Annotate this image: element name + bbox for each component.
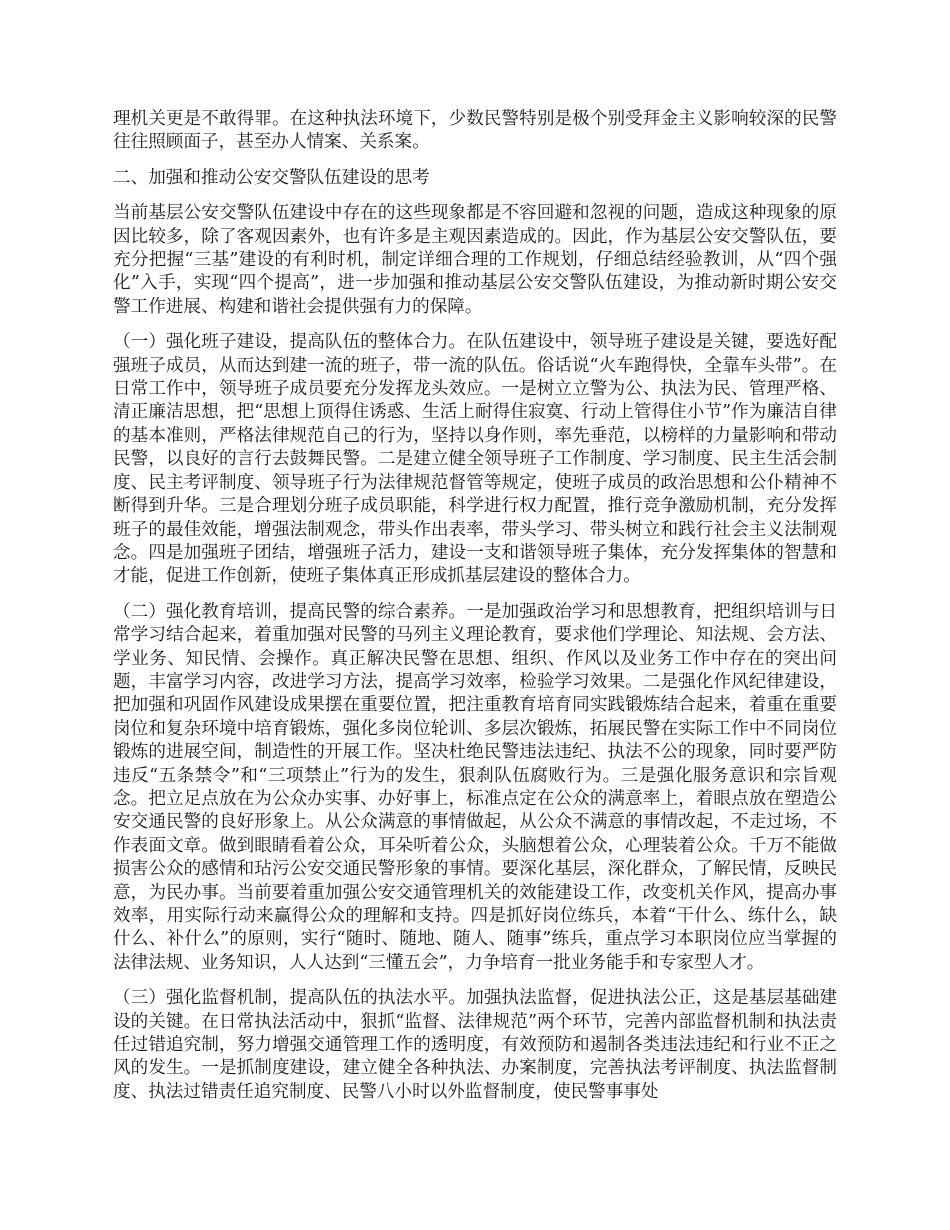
paragraph-continuation: 理机关更是不敢得罪。在这种执法环境下，少数民警特别是极个别受拜金主义影响较深的民警往往照顾面子，甚至办人情案、关系案。 [113, 109, 837, 153]
paragraph-item-3: （三）强化监督机制，提高队伍的执法水平。加强执法监督，促进执法公正，这是基层基础建设的关键。在日常执法活动中，狠抓“监督、法律规范”两个环节，完善内部监督机制和执法责任过错追究制，努力增强交通管理工作的透明度，有效预防和遏制各类违法违纪和行业不正之风的发生。一是抓制度建设，建立健全各种执法、办案制度，完善执法考评制度、执法监督制度、执法过错责任追究制度、民警八小时以外监督制度，使民警事事处 [113, 988, 837, 1102]
section-heading: 二、加强和推动公安交警队伍建设的思考 [113, 167, 430, 188]
paragraph-item-2: （二）强化教育培训，提高民警的综合素养。一是加强政治学习和思想教育，把组织培训与日常学习结合起来，着重加强对民警的马列主义理论教育，要求他们学理论、知法规、会方法、学业务、知民情、会操作。真正解决民警在思想、组织、作风以及业务工作中存在的突出问题，丰富学习内容，改进学习方法，提高学习效率，检验学习效果。二是强化作风纪律建设，把加强和巩固作风建设成果摆在重要位置，把注重教育培育同实践锻炼结合起来，着重在重要岗位和复杂环境中培育锻炼，强化多岗位轮训、多层次锻炼，拓展民警在实际工作中不同岗位锻炼的进展空间，制造性的开展工作。坚决杜绝民警违法违纪、执法不公的现象，同时要严防违反“五条禁令”和“三项禁止”行为的发生，狠刹队伍腐败行为。三是强化服务意识和宗旨观念。把立足点放在为公众办实事、办好事上，标准点定在公众的满意率上，着眼点放在塑造公安交通民警的良好形象上。从公众满意的事情做起，从公众不满意的事情改起，不走过场，不作表面文章。做到眼睛看着公众，耳朵听着公众，头脑想着公众，心理装着公众。千万不能做损害公众的感情和玷污公安交通民警形象的事情。要深化基层，深化群众，了解民情，反映民意，为民办事。当前要着重加强公安交通管理机关的效能建设工作，改变机关作风，提高办事效率，用实际行动来赢得公众的理解和支持。四是抓好岗位练兵，本着“干什么、练什么，缺什么、补什么”的原则，实行“随时、随地、随人、随事”练兵，重点学习本职岗位应当掌握的法律法规、业务知识，人人达到“三懂五会”，力争培育一批业务能手和专家型人才。 [113, 601, 837, 973]
paragraph-item-1: （一）强化班子建设，提高队伍的整体合力。在队伍建设中，领导班子建设是关键，要选好配强班子成员，从而达到建一流的班子，带一流的队伍。俗话说“火车跑得快，全靠车头带”。在日常工作中，领导班子成员要充分发挥龙头效应。一是树立立警为公、执法为民、管理严格、清正廉洁思想，把“思想上顶得住诱惑、生活上耐得住寂寞、行动上管得住小节”作为廉洁自律的基本准则，严格法律规范自己的行为，坚持以身作则，率先垂范，以榜样的力量影响和带动民警，以良好的言行去鼓舞民警。二是建立健全领导班子工作制度、学习制度、民主生活会制度、民主考评制度、领导班子行为法律规范督管等规定，使班子成员的政治思想和公仆精神不断得到升华。三是合理划分班子成员职能，科学进行权力配置，推行竞争激励机制，充分发挥班子的最佳效能，增强法制观念，带头作出表率，带头学习、带头树立和践行社会主义法制观念。四是加强班子团结，增强班子活力，建设一支和谐领导班子集体，充分发挥集体的智慧和才能，促进工作创新，使班子集体真正形成抓基层建设的整体合力。 [113, 332, 837, 587]
paragraph-intro: 当前基层公安交警队伍建设中存在的这些现象都是不容回避和忽视的问题，造成这种现象的原因比较多，除了客观因素外，也有许多是主观因素造成的。因此，作为基层公安交警队伍，要充分把握“三基”建设的有利时机，制定详细合理的工作规划，仔细总结经验教训，从“四个强化”入手，实现“四个提高”，进一步加强和推动基层公安交警队伍建设，为推动新时期公安交警工作进展、构建和谐社会提供强有力的保障。 [113, 203, 837, 317]
document-body [113, 108, 837, 1116]
